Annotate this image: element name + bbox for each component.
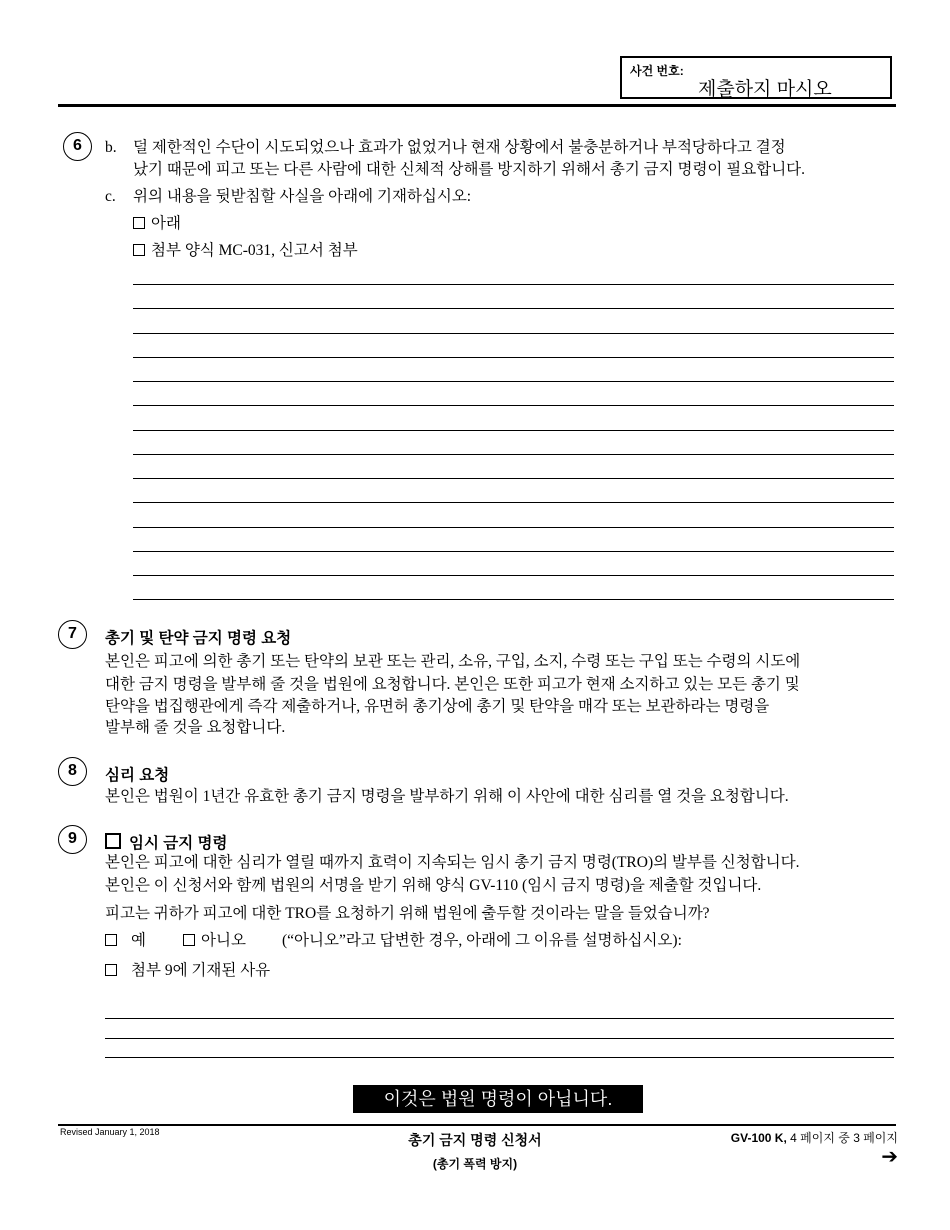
attached-reason-label: 첨부 9에 기재된 사유 — [131, 962, 271, 979]
form-id — [731, 1129, 898, 1146]
option-attached-label: 첨부 양식 MC-031, 신고서 첨부 — [151, 242, 358, 259]
temporary-order-checkbox[interactable] — [105, 833, 121, 849]
next-page-arrow-icon[interactable]: ➔ — [881, 1146, 898, 1168]
facts-line[interactable] — [133, 333, 894, 334]
item-number-9: 9 — [58, 825, 87, 854]
form-code: GV-100 K, — [730, 1131, 787, 1145]
section-7-line2: 대한 금지 명령을 발부해 줄 것을 법원에 요청합니다. 본인은 또한 피고가 현재 소지하고 있는 모든 총기 및 — [105, 676, 800, 693]
attached-reason[interactable] — [105, 961, 270, 981]
facts-line[interactable] — [133, 308, 894, 309]
answer-no-checkbox[interactable] — [183, 934, 195, 946]
item-6b-marker: b. — [105, 139, 117, 156]
facts-line[interactable] — [133, 405, 894, 406]
reason-line[interactable] — [105, 1018, 894, 1019]
item-number-7: 7 — [58, 620, 87, 649]
section-7-line4: 발부해 줄 것을 요청합니다. — [105, 719, 286, 736]
page-info: 4 페이지 중 3 페이지 — [790, 1131, 898, 1145]
footer-rule — [58, 1124, 896, 1126]
facts-line[interactable] — [133, 551, 894, 552]
option-below-checkbox[interactable] — [133, 217, 145, 229]
facts-line[interactable] — [133, 527, 894, 528]
facts-line[interactable] — [133, 381, 894, 382]
item-number-6: 6 — [63, 132, 92, 161]
facts-line[interactable] — [133, 502, 894, 503]
item-6c-text: 위의 내용을 뒷받침할 사실을 아래에 기재하십시오: — [133, 188, 472, 205]
header-rule — [58, 104, 896, 107]
facts-line[interactable] — [133, 478, 894, 479]
option-attached-checkbox[interactable] — [133, 244, 145, 256]
section-8-title: 심리 요청 — [105, 767, 170, 784]
reason-line[interactable] — [105, 1038, 894, 1039]
section-9-header[interactable] — [105, 831, 227, 853]
item-6c-marker: c. — [105, 188, 116, 205]
section-8-line1: 본인은 법원이 1년간 유효한 총기 금지 명령을 발부하기 위해 이 사안에 대한 심리를 열 것을 요청합니다. — [105, 788, 789, 805]
reason-line[interactable] — [105, 1057, 894, 1058]
facts-line[interactable] — [133, 357, 894, 358]
answer-no-explain: (“아니오”라고 답변한 경우, 아래에 그 이유를 설명하십시오): — [282, 932, 682, 949]
facts-line[interactable] — [133, 454, 894, 455]
answer-no[interactable] — [183, 931, 246, 951]
case-number-value: 제출하지 마시오 — [698, 79, 832, 100]
item-6b-line1: 덜 제한적인 수단이 시도되었으나 효과가 없었거나 현재 상황에서 불충분하거나 부적당하다고 결정 — [133, 139, 786, 156]
case-number-label: 사건 번호: — [630, 64, 684, 78]
section-9-question: 피고는 귀하가 피고에 대한 TRO를 요청하기 위해 법원에 출두할 것이라는 말을 들었습니까? — [105, 905, 710, 922]
case-number-box — [620, 56, 892, 99]
answer-yes-label: 예 — [131, 932, 146, 949]
item-number-8: 8 — [58, 757, 87, 786]
section-7-line3: 탄약을 법집행관에게 즉각 제출하거나, 유면허 총기상에 총기 및 탄약을 매각 또는 보관하라는 명령을 — [105, 698, 770, 715]
facts-line[interactable] — [133, 430, 894, 431]
section-7-line1: 본인은 피고에 의한 총기 또는 탄약의 보관 또는 관리, 소유, 구입, 소지, 수령 또는 구입 또는 수령의 시도에 — [105, 653, 801, 670]
item-6b-line2: 났기 때문에 피고 또는 다른 사람에 대한 신체적 상해를 방지하기 위해서 총기 금지 명령이 필요합니다. — [133, 161, 806, 178]
section-9-line2: 본인은 이 신청서와 함께 법원의 서명을 받기 위해 양식 GV-110 (임시 금지 명령)을 제출할 것입니다. — [105, 877, 762, 894]
attached-reason-checkbox[interactable] — [105, 964, 117, 976]
option-below[interactable] — [133, 214, 181, 234]
answer-yes-checkbox[interactable] — [105, 934, 117, 946]
facts-line[interactable] — [133, 599, 894, 600]
answer-yes[interactable] — [105, 931, 146, 951]
section-9-line1: 본인은 피고에 대한 심리가 열릴 때까지 효력이 지속되는 임시 총기 금지 명령(TRO)의 발부를 신청합니다. — [105, 854, 800, 871]
facts-line[interactable] — [133, 575, 894, 576]
not-court-order-banner: 이것은 법원 명령이 아닙니다. — [353, 1085, 643, 1113]
option-attached[interactable] — [133, 241, 358, 261]
form-title: 총기 금지 명령 신청서 — [408, 1132, 542, 1148]
facts-line[interactable] — [133, 284, 894, 285]
section-7-title: 총기 및 탄약 금지 명령 요청 — [105, 630, 292, 647]
option-below-label: 아래 — [151, 215, 181, 232]
form-subtitle: (총기 폭력 방지) — [432, 1157, 518, 1171]
answer-no-label: 아니오 — [201, 932, 246, 949]
revised-date: Revised January 1, 2018 — [60, 1127, 160, 1137]
section-9-title: 임시 금지 명령 — [129, 835, 228, 852]
